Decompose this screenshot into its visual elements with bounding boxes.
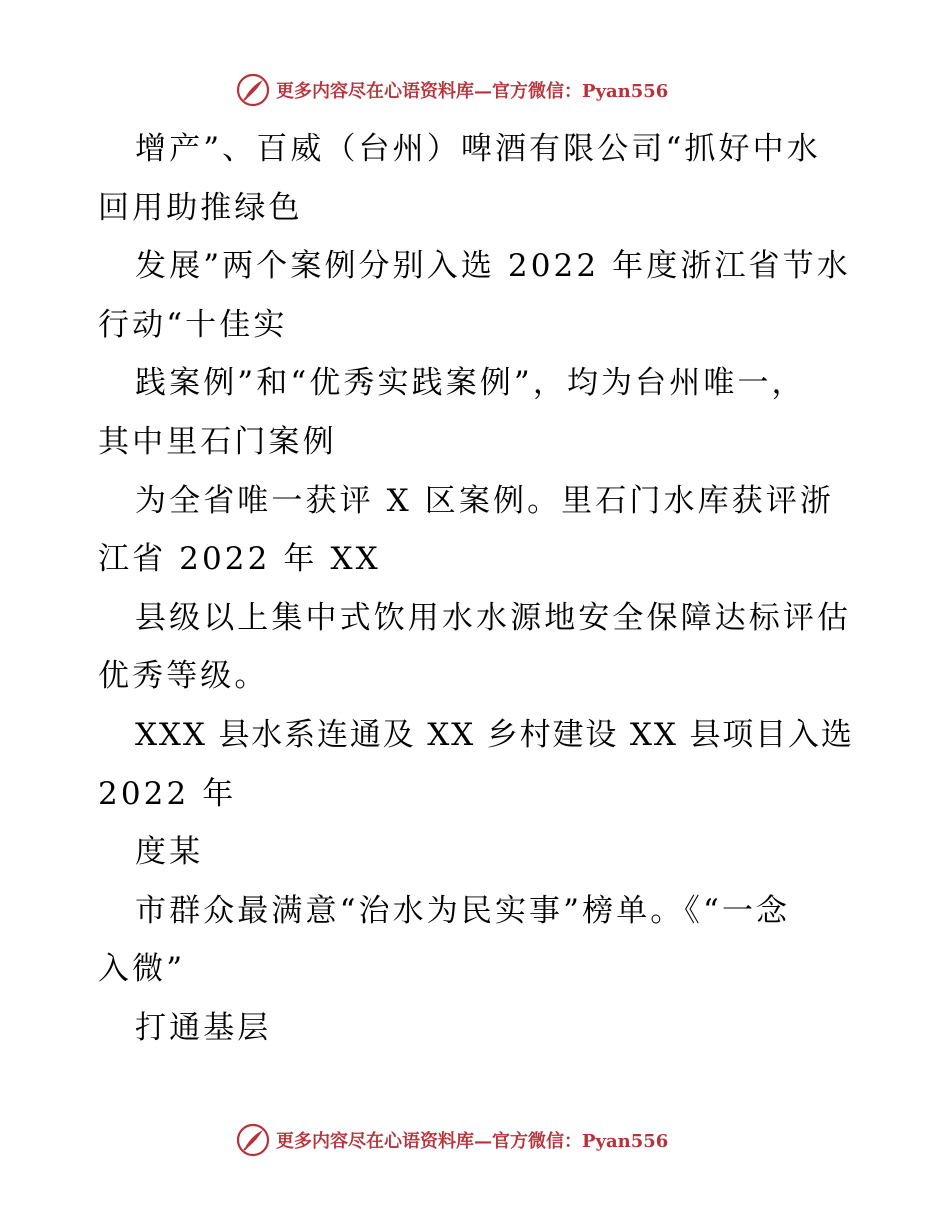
body-line: 增产”、百威（台州）啤酒有限公司“抓好中水	[135, 131, 821, 167]
body-line: 度某	[135, 834, 204, 871]
body-line: XXX 县水系连通及 XX 乡村建设 XX 县项目入选	[135, 716, 854, 753]
body-line: 回用助推绿色	[98, 189, 303, 226]
body-text	[98, 120, 858, 1058]
header-banner	[236, 70, 716, 110]
quill-logo-icon	[236, 73, 270, 107]
body-line: 入微”	[98, 951, 186, 988]
footer-banner-text: 更多内容尽在心语资料库—官方微信：Pyan556	[276, 1131, 669, 1152]
body-line: 江省 2022 年 XX	[98, 541, 381, 578]
body-line: 县级以上集中式饮用水水源地安全保障达标评估	[135, 599, 852, 636]
body-line: 打通基层	[135, 1009, 272, 1046]
body-line: 为全省唯一获评 X 区案例。里石门水库获评浙	[135, 482, 834, 519]
header-banner-text: 更多内容尽在心语资料库—官方微信：Pyan556	[276, 81, 669, 102]
body-line: 发展”两个案例分别入选 2022 年度浙江省节水	[135, 248, 851, 285]
body-line: 2022 年	[98, 775, 237, 812]
body-line: 优秀等级。	[98, 658, 269, 695]
body-line: 行动“十佳实	[98, 306, 288, 343]
footer-banner	[236, 1120, 716, 1160]
body-line: 践案例”和“优秀实践案例”，均为台州唯一，	[135, 365, 806, 402]
body-line: 其中里石门案例	[98, 423, 337, 460]
quill-logo-icon	[236, 1123, 270, 1157]
body-line: 市群众最满意“治水为民实事”榜单。《“一念	[135, 892, 791, 929]
